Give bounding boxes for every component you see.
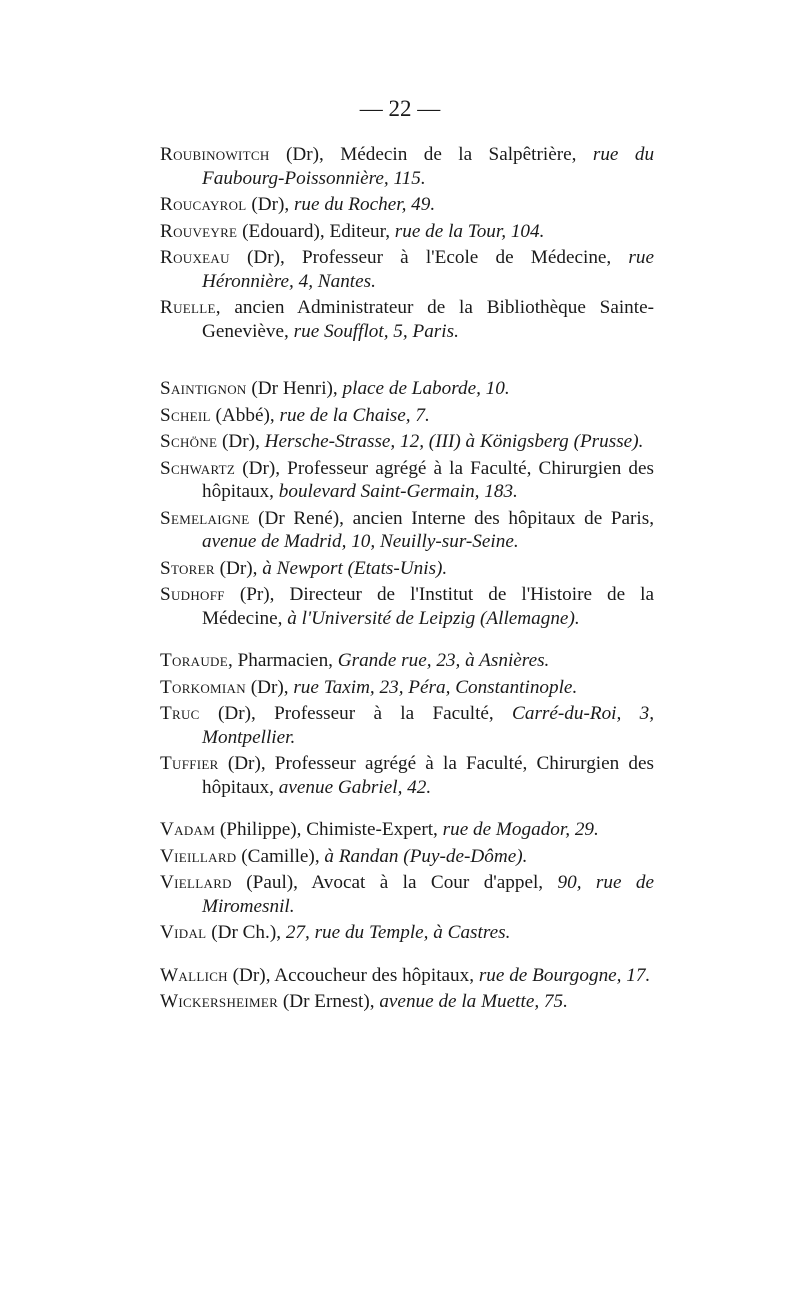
letter-section — [160, 377, 654, 630]
directory-entry — [160, 404, 654, 428]
entry-description: (Dr), Professeur agrégé à la Faculté, Chirurgien des hôpitaux, — [202, 457, 654, 502]
directory-entry — [160, 676, 654, 700]
entry-description: (Dr Henri), — [251, 378, 338, 399]
entry-name: Vidal — [160, 922, 207, 943]
entry-description: , ancien Administrateur de la Bibliothèque Sainte-Geneviève, — [202, 297, 654, 342]
entry-address: à Newport (Etats-Unis). — [262, 557, 448, 579]
directory-entry — [160, 220, 654, 244]
directory-entry — [160, 818, 654, 842]
letter-section-gap — [160, 802, 654, 818]
entry-address: avenue de la Muette, 75. — [379, 991, 568, 1012]
letter-section-gap — [160, 346, 654, 377]
entry-description: (Dr), — [250, 676, 289, 698]
directory-entry — [160, 990, 654, 1014]
entry-name: Toraude — [160, 650, 228, 671]
directory-entry — [160, 752, 654, 799]
entry-description: (Abbé), — [215, 404, 275, 426]
directory-entry — [160, 193, 654, 217]
directory-entry — [160, 377, 654, 401]
directory-entry — [160, 457, 654, 504]
letter-section-gap — [160, 948, 654, 964]
entry-address: avenue Gabriel, 42. — [278, 776, 432, 798]
page-number: — 22 — — [359, 96, 441, 121]
entry-description: (Dr Ernest), — [282, 991, 375, 1012]
entry-name: Viellard — [160, 872, 232, 893]
entry-address: place de Laborde, 10. — [342, 378, 510, 399]
entry-name: Tuffier — [160, 753, 219, 774]
letter-section — [160, 649, 654, 799]
entry-name: Schwartz — [160, 457, 236, 479]
entry-name: Saintignon — [160, 378, 247, 399]
letter-section-gap — [160, 633, 654, 649]
directory-entry — [160, 964, 654, 988]
entry-name: Wallich — [160, 964, 228, 986]
directory-entry — [160, 871, 654, 918]
entry-address: Carré-du-Roi, 3, Montpellier. — [202, 703, 655, 748]
entry-name: Ruelle — [160, 297, 216, 318]
entry-address: rue Taxim, 23, Péra, Constantinople. — [293, 676, 578, 698]
entry-description: (Edouard), Editeur, — [242, 220, 390, 242]
letter-section — [160, 818, 654, 945]
directory-entry — [160, 143, 654, 190]
entry-description: (Dr Ch.), — [211, 922, 282, 943]
entry-name: Storer — [160, 557, 215, 579]
entry-name: Vadam — [160, 819, 216, 840]
entry-name: Vieillard — [160, 845, 237, 867]
directory-entry — [160, 557, 654, 581]
entry-name: Rouveyre — [160, 220, 238, 242]
entry-name: Semelaigne — [160, 507, 250, 529]
entry-description: (Camille), — [241, 845, 320, 867]
entry-address: Hersche-Strasse, 12, (III) à Königsberg (Prusse). — [264, 431, 644, 452]
entry-address: 90, rue de Miromesnil. — [202, 872, 655, 917]
entry-address: rue de la Chaise, 7. — [279, 404, 430, 426]
entry-address: 27, rue du Temple, à Castres. — [285, 922, 511, 943]
directory-entry — [160, 507, 654, 554]
entry-description: (Dr), — [222, 431, 260, 452]
entry-address: à Randan (Puy-de-Dôme). — [324, 845, 528, 867]
entry-address: Grande rue, 23, à Asnières. — [337, 650, 550, 671]
letter-section — [160, 964, 654, 1014]
entry-address: avenue de Madrid, 10, Neuilly-sur-Seine. — [202, 531, 519, 552]
entry-description: (Pr), Directeur de l'Institut de l'Histoire de la Médecine, — [202, 584, 655, 629]
directory-entry — [160, 649, 654, 673]
entry-description: (Dr René), ancien Interne des hôpitaux de Paris, — [258, 507, 654, 529]
entry-name: Wickersheimer — [160, 991, 279, 1012]
entry-address: rue de Mogador, 29. — [442, 819, 599, 840]
directory-entry — [160, 430, 654, 454]
entry-description: (Dr), — [219, 557, 258, 579]
entry-description: (Dr), — [251, 194, 290, 215]
directory-entry — [160, 583, 654, 630]
entry-name: Roucayrol — [160, 194, 247, 215]
entry-address: à l'Université de Leipzig (Allemagne). — [287, 607, 580, 629]
entry-description: (Paul), Avocat à la Cour d'appel, — [246, 872, 544, 893]
directory-entry — [160, 246, 654, 293]
letter-section — [160, 143, 654, 343]
entry-name: Torkomian — [160, 676, 246, 698]
entry-name: Schöne — [160, 431, 218, 452]
entry-address: rue Soufflot, 5, Paris. — [293, 320, 459, 342]
entry-address: boulevard Saint-Germain, 183. — [278, 481, 518, 502]
entry-address: rue du Faubourg-Poissonnière, 115. — [202, 144, 655, 189]
entry-name: Sudhoff — [160, 584, 225, 605]
directory-column — [160, 143, 654, 1017]
entry-description: (Dr), Professeur à la Faculté, — [217, 703, 494, 724]
entry-description: (Dr), Professeur à l'Ecole de Médecine, — [246, 247, 612, 268]
entry-name: Scheil — [160, 404, 211, 426]
entry-address: rue de la Tour, 104. — [394, 220, 545, 242]
entry-address: rue Héronnière, 4, Nantes. — [202, 247, 654, 292]
entry-address: rue de Bourgogne, 17. — [478, 964, 651, 986]
entry-address: rue du Rocher, 49. — [293, 194, 436, 215]
entry-name: Truc — [160, 703, 200, 724]
entry-name: Rouxeau — [160, 247, 230, 268]
entry-description: , Pharmacien, — [228, 650, 333, 671]
entry-description: (Dr), Accoucheur des hôpitaux, — [232, 964, 475, 986]
entry-description: (Philippe), Chimiste-Expert, — [219, 819, 438, 840]
entry-description: (Dr), Professeur agrégé à la Faculté, Chirurgien des hôpitaux, — [202, 753, 654, 798]
entry-description: (Dr), Médecin de la Salpêtrière, — [285, 144, 577, 165]
directory-entry — [160, 921, 654, 945]
directory-entry — [160, 702, 654, 749]
directory-entry — [160, 296, 654, 343]
entry-name: Roubinowitch — [160, 144, 270, 165]
directory-entry — [160, 845, 654, 869]
